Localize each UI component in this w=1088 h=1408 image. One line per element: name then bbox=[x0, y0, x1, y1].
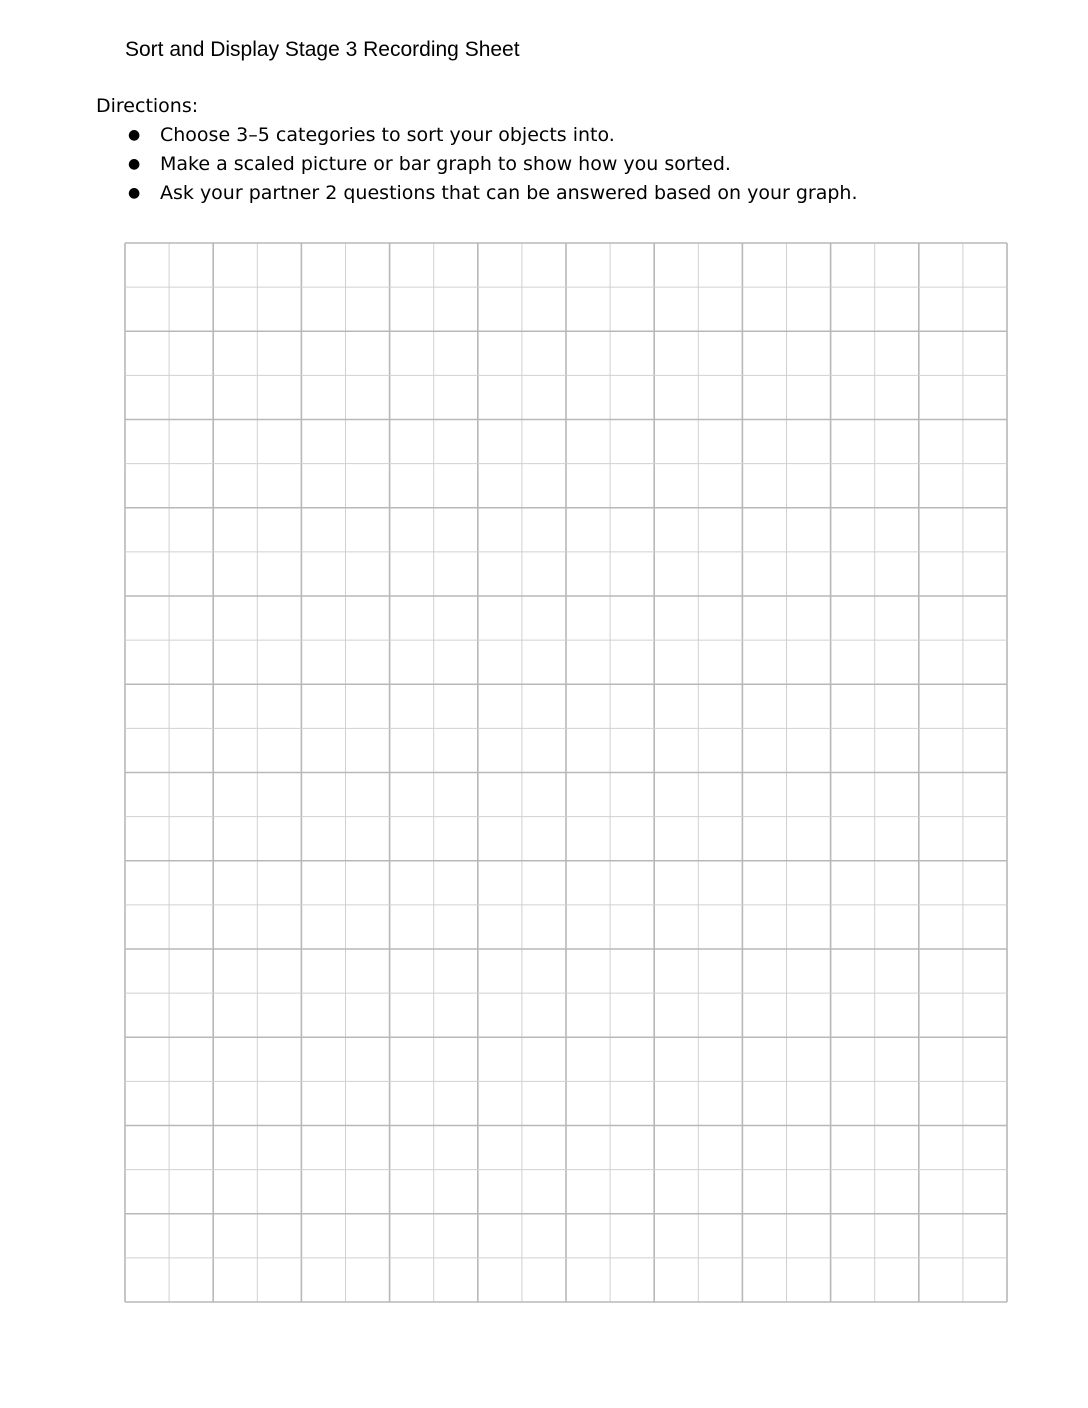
directions-label: Directions: bbox=[96, 95, 199, 117]
bullet-icon: ● bbox=[128, 156, 141, 172]
bullet-icon: ● bbox=[128, 127, 141, 143]
direction-text: Choose 3–5 categories to sort your objects into. bbox=[160, 124, 615, 146]
graph-grid-svg bbox=[124, 242, 1008, 1303]
direction-text: Ask your partner 2 questions that can be answered based on your graph. bbox=[160, 182, 858, 204]
graph-paper-grid bbox=[124, 242, 1008, 1303]
direction-text: Make a scaled picture or bar graph to show how you sorted. bbox=[160, 153, 731, 175]
bullet-icon: ● bbox=[128, 185, 141, 201]
page-title: Sort and Display Stage 3 Recording Sheet bbox=[125, 38, 520, 61]
